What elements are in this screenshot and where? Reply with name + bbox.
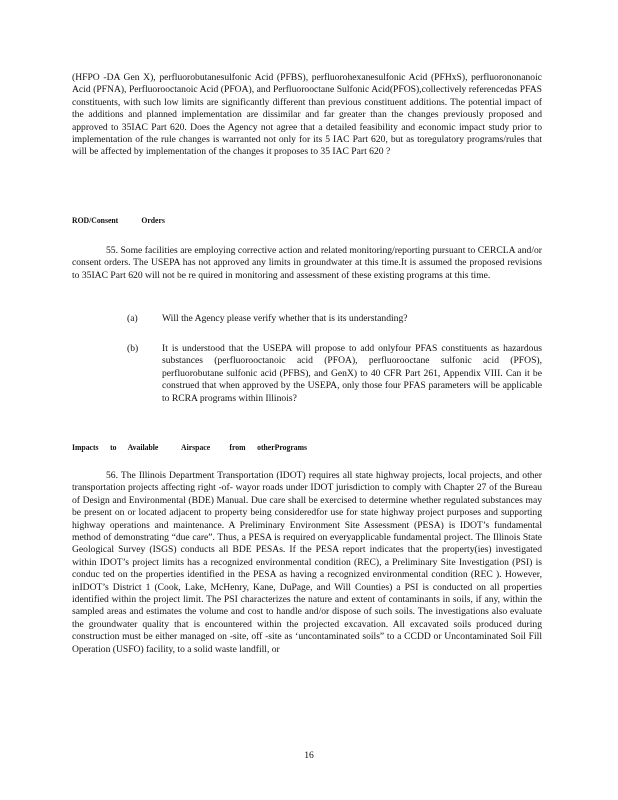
heading-word: to: [110, 443, 117, 452]
item-a-label: (a): [127, 313, 138, 324]
page-number: 16: [304, 750, 314, 761]
heading-word: otherPrograms: [257, 443, 308, 452]
item-a-text: Will the Agency please verify whether that is its understanding?: [162, 313, 408, 324]
paragraph-56: 56. The Illinois Department Transportation (IDOT) requires all state highway projects, local projects, and other transportation projects affecting right -of- wayor roads under IDOT jurisdiction to comply with Chapter 27 of the Bureau of Design and Environmental (BDE) Manual. Due care shall be exercised to determine whether regulated substances may be present on or located adjacent to property being consideredfor use for state highway project purposes and supporting highway operations and maintenance. A Preliminary Environment Site Assessment (PESA) is IDOT’s fundamental method of demonstrating “due care”. Thus, a PESA is required on everyapplicable fundamental project. The Illinois State Geological Survey (ISGS) conducts all BDE PESAs. If the PESA report indicates that the property(ies) investigated within IDOT’s project limits has a recognized environmental condition (REC), a Preliminary Site Investigation (PSI) is conduc ted on the properties identified in the PESA as having a recognized environmental condition (REC ). However, inIDOT’s District 1 (Cook, Lake, McHenry, Kane, DuPage, and Will Counties) a PSI is conducted on all properties identified within the project limit. The PSI characterizes the nature and extent of contaminants in soils, if any, within the sampled areas and estimates the volume and cost to handle and/or dispose of such soils. The investigations also evaluate the groundwater quality that is encountered within the projected excavation. All excavated soils produced during construction must be either managed on -site, off -site as ‘uncontaminated soils” to a CCDD or Uncontaminated Soil Fill Operation (USFO) facility, to a solid waste landfill, or: [72, 470, 542, 655]
heading-word: from: [229, 443, 246, 452]
heading-word: Available: [127, 443, 159, 452]
heading-word: Impacts: [72, 443, 99, 452]
item-b-label: (b): [127, 343, 139, 354]
item-b-text: It is understood that the USEPA will propose to add onlyfour PFAS constituents as hazardous substances (perfluorooctanoic acid (PFOA), perfluorooctane sulfonic acid (PFOS), perfluorobutane sulfonic acid (PFBS), and GenX) to 40 CFR Part 261, Appendix VIII. Can it be construed that when approved by the USEPA, only those four PFAS parameters will be applicable to RCRA programs within Illinois?: [162, 343, 542, 404]
paragraph-55: 55. Some facilities are employing corrective action and related monitoring/reporting pursuant to CERCLA and/or consent orders. The USEPA has not approved any limits in groundwater at this time.It is assumed the proposed revisions to 35IAC Part 620 will not be re quired in monitoring and assessment of these existing programs at this time.: [72, 245, 542, 281]
section-heading-rod-consent-orders: [72, 216, 165, 225]
intro-paragraph: (HFPO -DA Gen X), perfluorobutanesulfonic Acid (PFBS), perfluorohexanesulfonic Acid (PFHxS), perfluorononanoic Acid (PFNA), Perfluorooctanoic Acid (PFOA), and Perfluorooctane Sulfonic Acid(PFOS),collectively referencedas PFAS constituents, with such low limits are significantly different than previous constituent additions. The potential impact of the additions and planned implementation are dissimilar and far greater than the changes previously proposed and approved to 35IAC Part 620. Does the Agency not agree that a detailed feasibility and economic impact study prior to implementation of the rule changes is warranted not only for its 5 IAC Part 620, but as toregulatory programs/rules that will be affected by implementation of the changes it proposes to 35 IAC Part 620 ?: [72, 72, 542, 158]
section-heading-impacts-airspace: [72, 443, 307, 452]
heading-word: ROD/Consent: [72, 216, 119, 225]
heading-word: Airspace: [181, 443, 211, 452]
heading-word: Orders: [141, 216, 165, 225]
